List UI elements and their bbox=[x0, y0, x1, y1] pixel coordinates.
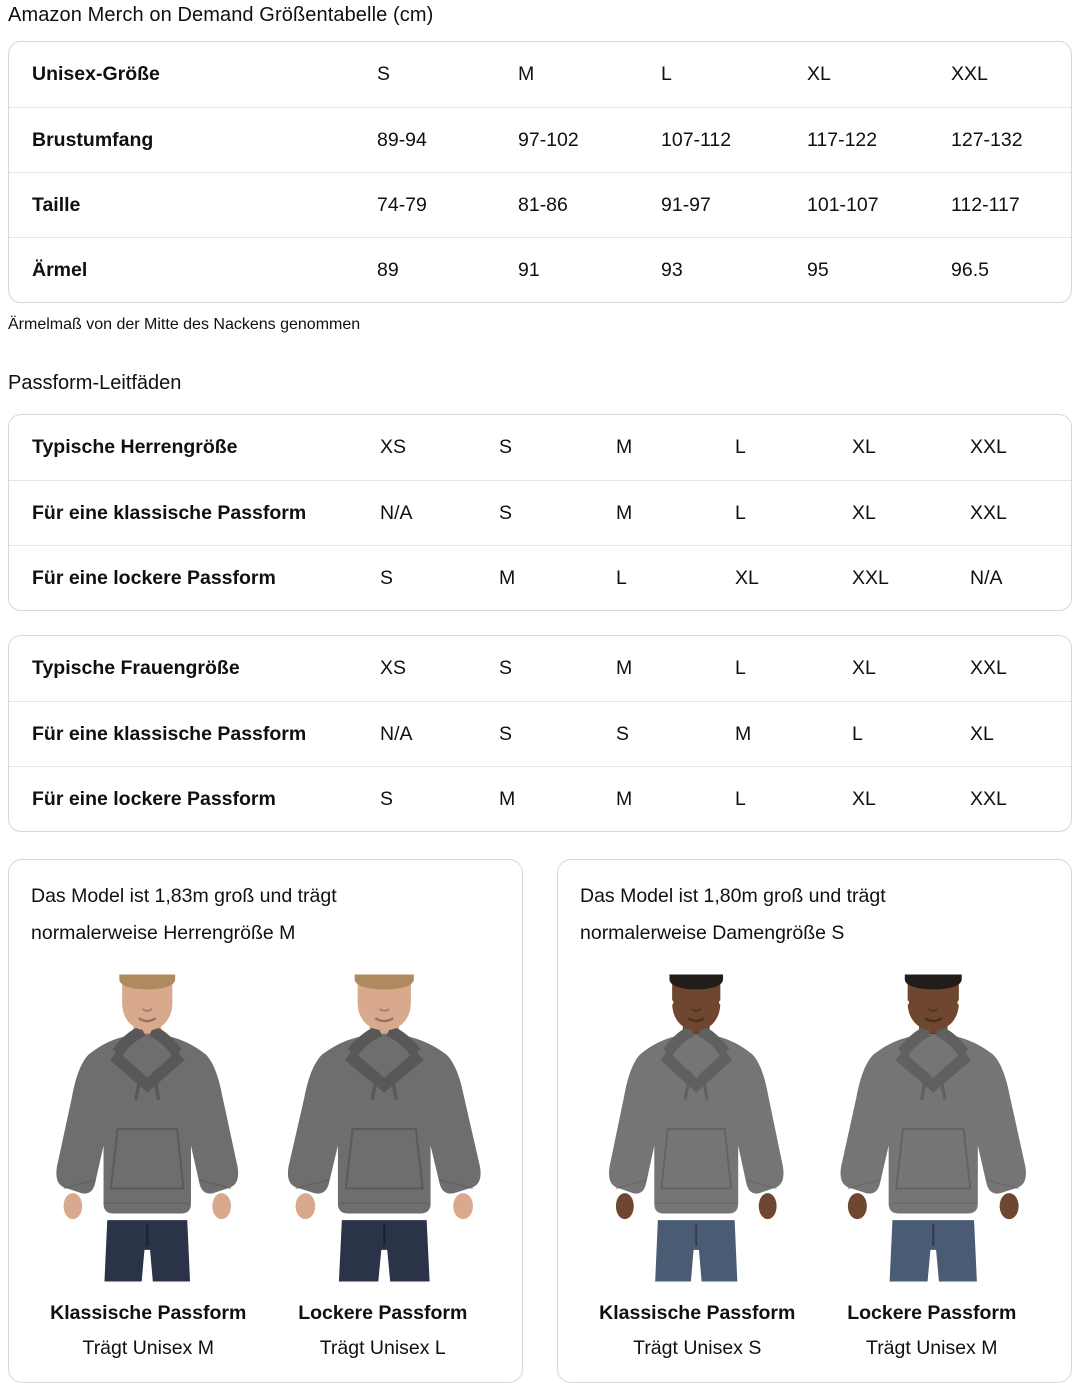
table-row bbox=[9, 701, 1071, 766]
table-row bbox=[9, 237, 1071, 302]
men-fit-labels-row bbox=[31, 1296, 500, 1366]
fit-label: Klassische Passform bbox=[50, 1302, 247, 1324]
column-header: XL bbox=[807, 63, 831, 85]
size-cell: M bbox=[499, 545, 616, 610]
earring-icon bbox=[719, 1000, 723, 1005]
row-label: Typische Herrengröße bbox=[32, 436, 238, 458]
women-fit-table bbox=[8, 635, 1072, 832]
page-title: Amazon Merch on Demand Größentabelle (cm) bbox=[8, 4, 434, 26]
size-cell: 74-79 bbox=[377, 172, 518, 237]
classic-fit-label-group bbox=[580, 1296, 815, 1366]
size-label: Trägt Unisex M bbox=[866, 1337, 998, 1359]
fit-label: Lockere Passform bbox=[847, 1302, 1017, 1324]
row-label: Taille bbox=[9, 172, 377, 237]
size-cell: 89-94 bbox=[377, 107, 518, 172]
loose-fit-label-group bbox=[266, 1296, 501, 1366]
size-cell: 112-117 bbox=[951, 172, 1071, 237]
table-row bbox=[9, 545, 1071, 610]
column-header: L bbox=[661, 63, 672, 85]
column-header: S bbox=[499, 436, 513, 458]
table-row bbox=[9, 636, 1071, 701]
size-cell: 96.5 bbox=[951, 237, 1071, 302]
model-cards-row bbox=[8, 859, 1072, 1383]
women-fit-labels-row bbox=[580, 1296, 1049, 1366]
table-row bbox=[9, 415, 1071, 480]
size-cell: 91 bbox=[518, 237, 661, 302]
size-cell: XL bbox=[735, 545, 852, 610]
female-model-classic-fit-photo bbox=[580, 964, 813, 1292]
women-model-description-line2: normalerweise Damengröße S bbox=[580, 922, 845, 944]
size-cell: 95 bbox=[807, 237, 951, 302]
column-header: L bbox=[735, 436, 746, 458]
male-model-classic-fit-photo bbox=[31, 964, 264, 1292]
fit-label: Klassische Passform bbox=[599, 1302, 796, 1324]
male-model-loose-fit-photo bbox=[268, 964, 501, 1292]
table-row bbox=[9, 107, 1071, 172]
men-model-description-line2: normalerweise Herrengröße M bbox=[31, 922, 296, 944]
table-row bbox=[9, 480, 1071, 545]
column-header: S bbox=[499, 657, 513, 679]
size-cell: XXL bbox=[970, 480, 1071, 545]
men-fit-table bbox=[8, 414, 1072, 611]
row-label: Für eine lockere Passform bbox=[9, 545, 380, 610]
fit-guides-heading: Passform-Leitfäden bbox=[8, 372, 182, 394]
men-model-description bbox=[31, 878, 500, 952]
size-cell: 127-132 bbox=[951, 107, 1071, 172]
size-cell: S bbox=[616, 701, 735, 766]
classic-fit-label-group bbox=[31, 1296, 266, 1366]
fit-label: Lockere Passform bbox=[298, 1302, 468, 1324]
size-label: Trägt Unisex S bbox=[633, 1337, 762, 1359]
size-cell: XXL bbox=[970, 766, 1071, 831]
size-cell: XL bbox=[852, 766, 970, 831]
size-cell: S bbox=[380, 545, 499, 610]
column-header: XXL bbox=[951, 63, 988, 85]
row-label: Typische Frauengröße bbox=[32, 657, 240, 679]
column-header: M bbox=[616, 657, 633, 679]
size-cell: L bbox=[735, 766, 852, 831]
men-figures-row bbox=[31, 964, 500, 1292]
size-cell: 93 bbox=[661, 237, 807, 302]
column-header: M bbox=[616, 436, 633, 458]
size-cell: L bbox=[616, 545, 735, 610]
earring-icon bbox=[957, 1000, 962, 1005]
size-cell: M bbox=[735, 701, 852, 766]
column-header: XL bbox=[852, 657, 876, 679]
size-cell: M bbox=[616, 766, 735, 831]
size-cell: S bbox=[380, 766, 499, 831]
size-cell: L bbox=[852, 701, 970, 766]
table-row bbox=[9, 766, 1071, 831]
size-cell: N/A bbox=[970, 545, 1071, 610]
women-model-description bbox=[580, 878, 1049, 952]
size-cell: M bbox=[616, 480, 735, 545]
sleeve-measure-footnote: Ärmelmaß von der Mitte des Nackens genommen bbox=[8, 316, 361, 333]
row-label: Für eine klassische Passform bbox=[9, 480, 380, 545]
earring-icon bbox=[669, 1000, 673, 1005]
loose-fit-label-group bbox=[815, 1296, 1050, 1366]
size-cell: 91-97 bbox=[661, 172, 807, 237]
size-cell: XXL bbox=[852, 545, 970, 610]
size-cell: N/A bbox=[380, 480, 499, 545]
size-cell: XL bbox=[970, 701, 1071, 766]
column-header: L bbox=[735, 657, 746, 679]
size-cell: 107-112 bbox=[661, 107, 807, 172]
size-cell: 89 bbox=[377, 237, 518, 302]
size-cell: 117-122 bbox=[807, 107, 951, 172]
column-header: S bbox=[377, 63, 391, 85]
men-model-card bbox=[8, 859, 523, 1383]
size-cell: 101-107 bbox=[807, 172, 951, 237]
row-label: Für eine lockere Passform bbox=[9, 766, 380, 831]
women-model-card bbox=[557, 859, 1072, 1383]
row-label: Unisex-Größe bbox=[32, 63, 160, 85]
men-model-description-line1: Das Model ist 1,83m groß und trägt bbox=[31, 885, 337, 907]
size-cell: 97-102 bbox=[518, 107, 661, 172]
women-figures-row bbox=[580, 964, 1049, 1292]
size-cell: L bbox=[735, 480, 852, 545]
size-cell: S bbox=[499, 701, 616, 766]
table-row bbox=[9, 42, 1071, 107]
size-cell: N/A bbox=[380, 701, 499, 766]
earring-icon bbox=[904, 1000, 909, 1005]
women-model-description-line1: Das Model ist 1,80m groß und trägt bbox=[580, 885, 886, 907]
row-label: Brustumfang bbox=[9, 107, 377, 172]
row-label: Für eine klassische Passform bbox=[9, 701, 380, 766]
unisex-size-table bbox=[8, 41, 1072, 303]
column-header: XXL bbox=[970, 436, 1007, 458]
size-label: Trägt Unisex L bbox=[319, 1337, 446, 1359]
female-model-loose-fit-photo bbox=[817, 964, 1050, 1292]
size-cell: M bbox=[499, 766, 616, 831]
column-header: XS bbox=[380, 436, 407, 458]
size-cell: 81-86 bbox=[518, 172, 661, 237]
column-header: XL bbox=[852, 436, 876, 458]
size-cell: S bbox=[499, 480, 616, 545]
column-header: XS bbox=[380, 657, 407, 679]
row-label: Ärmel bbox=[9, 237, 377, 302]
size-cell: XL bbox=[852, 480, 970, 545]
table-row bbox=[9, 172, 1071, 237]
column-header: XXL bbox=[970, 657, 1007, 679]
size-label: Trägt Unisex M bbox=[82, 1337, 214, 1359]
column-header: M bbox=[518, 63, 535, 85]
